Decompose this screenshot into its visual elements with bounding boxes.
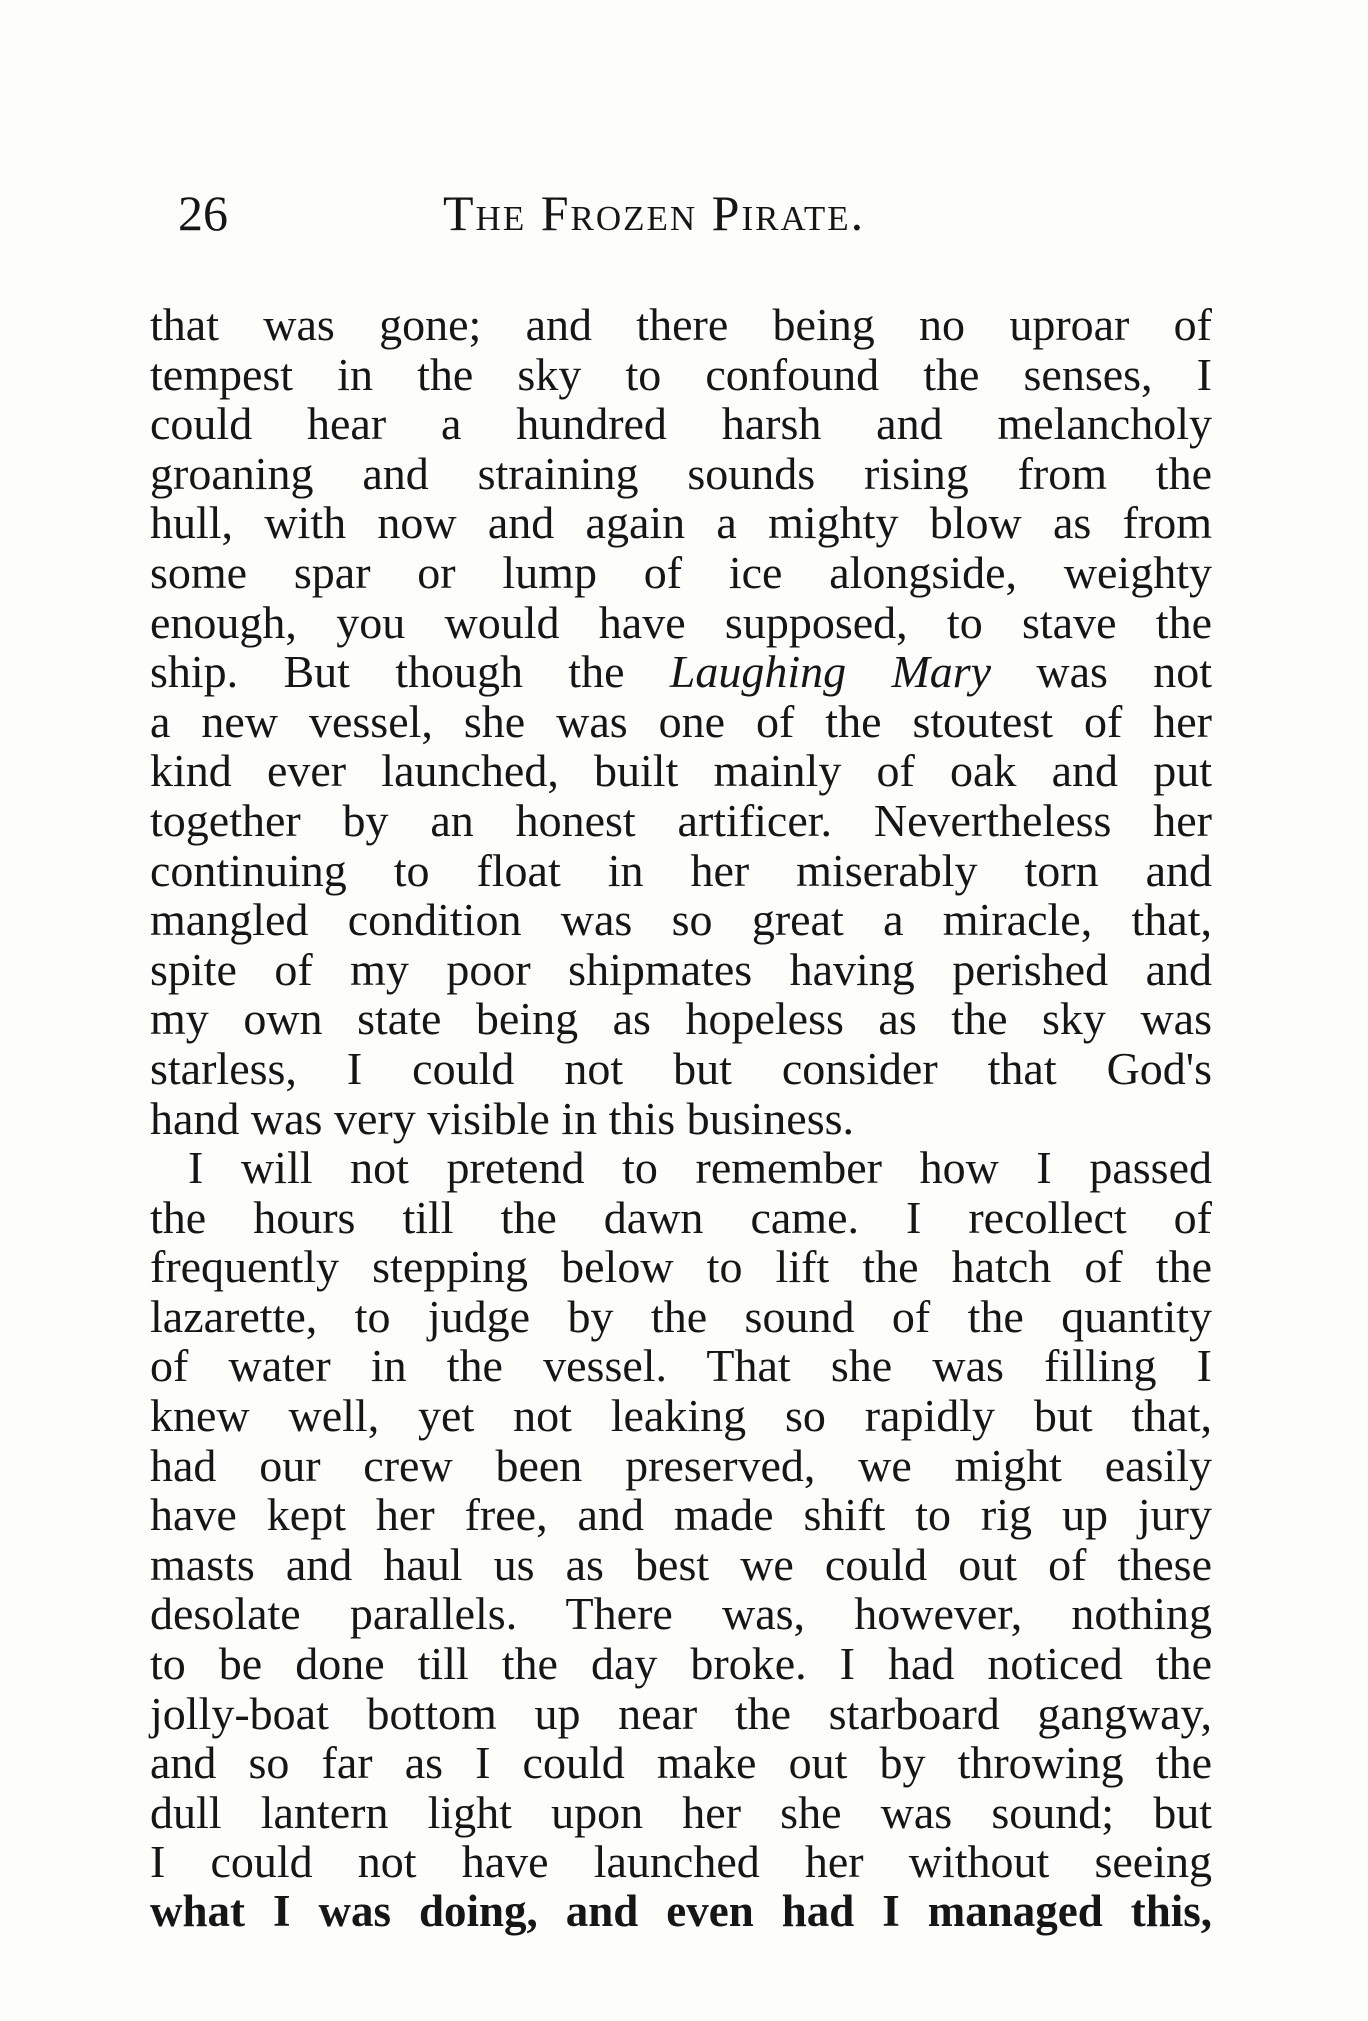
text-line: continuing to float in her miserably torn and xyxy=(150,844,1212,896)
ship-name: Laughing Mary xyxy=(669,646,992,698)
text-line: had our crew been preserved, we might easily xyxy=(150,1439,1212,1491)
text-line xyxy=(150,647,1212,697)
text-line: that was gone; and there being no uproar of xyxy=(150,299,1212,350)
running-head xyxy=(148,178,1218,248)
text-line: I will not pretend to remember how I passed xyxy=(188,1142,1212,1194)
text-line: to be done till the day broke. I had noticed the xyxy=(150,1638,1212,1690)
text-line: jolly-boat bottom up near the starboard gangway, xyxy=(150,1687,1212,1739)
text-line: my own state being as hopeless as the sky was xyxy=(150,993,1212,1045)
text-line: I could not have launched her without seeing xyxy=(150,1836,1212,1888)
text-run: was not xyxy=(991,646,1212,698)
text-line: kind ever launched, built mainly of oak and put xyxy=(150,745,1212,797)
text-line: dull lantern light upon her she was sound; but xyxy=(150,1786,1212,1838)
text-line: enough, you would have supposed, to stave the xyxy=(150,596,1212,648)
text-line: some spar or lump of ice alongside, weighty xyxy=(150,546,1212,598)
text-line: frequently stepping below to lift the hatch of the xyxy=(150,1241,1212,1293)
text-line: could hear a hundred harsh and melancholy xyxy=(150,398,1212,450)
body-text xyxy=(150,300,1212,1937)
text-line: masts and haul us as best we could out of these xyxy=(150,1538,1212,1590)
text-line: and so far as I could make out by throwing the xyxy=(150,1737,1212,1789)
text-line: have kept her free, and made shift to rig up jury xyxy=(150,1489,1212,1541)
text-line: groaning and straining sounds rising from the xyxy=(150,447,1212,499)
text-line: what I was doing, and even had I managed this, xyxy=(150,1886,1212,1936)
text-line: desolate parallels. There was, however, nothing xyxy=(150,1588,1212,1640)
text-line: tempest in the sky to confound the senses, I xyxy=(150,348,1212,400)
text-line: hand was very visible in this business. xyxy=(150,1092,854,1144)
text-line: starless, I could not but consider that God's xyxy=(150,1042,1212,1094)
text-line: a new vessel, she was one of the stoutest of her xyxy=(150,695,1212,747)
text-line: the hours till the dawn came. I recollect of xyxy=(150,1191,1212,1243)
text-line: knew well, yet not leaking so rapidly but that, xyxy=(150,1390,1212,1442)
text-line: of water in the vessel. That she was filling I xyxy=(150,1340,1212,1392)
text-line: hull, with now and again a mighty blow as from xyxy=(150,497,1212,549)
page-number: 26 xyxy=(178,185,228,241)
text-line: together by an honest artificer. Nevertheless her xyxy=(150,794,1212,846)
text-line: spite of my poor shipmates having perished and xyxy=(150,943,1212,995)
running-title: The Frozen Pirate. xyxy=(443,185,866,241)
text-line: lazarette, to judge by the sound of the quantity xyxy=(150,1290,1212,1342)
text-run: ship. But though the xyxy=(150,646,670,698)
text-line: mangled condition was so great a miracle, that, xyxy=(150,894,1212,946)
